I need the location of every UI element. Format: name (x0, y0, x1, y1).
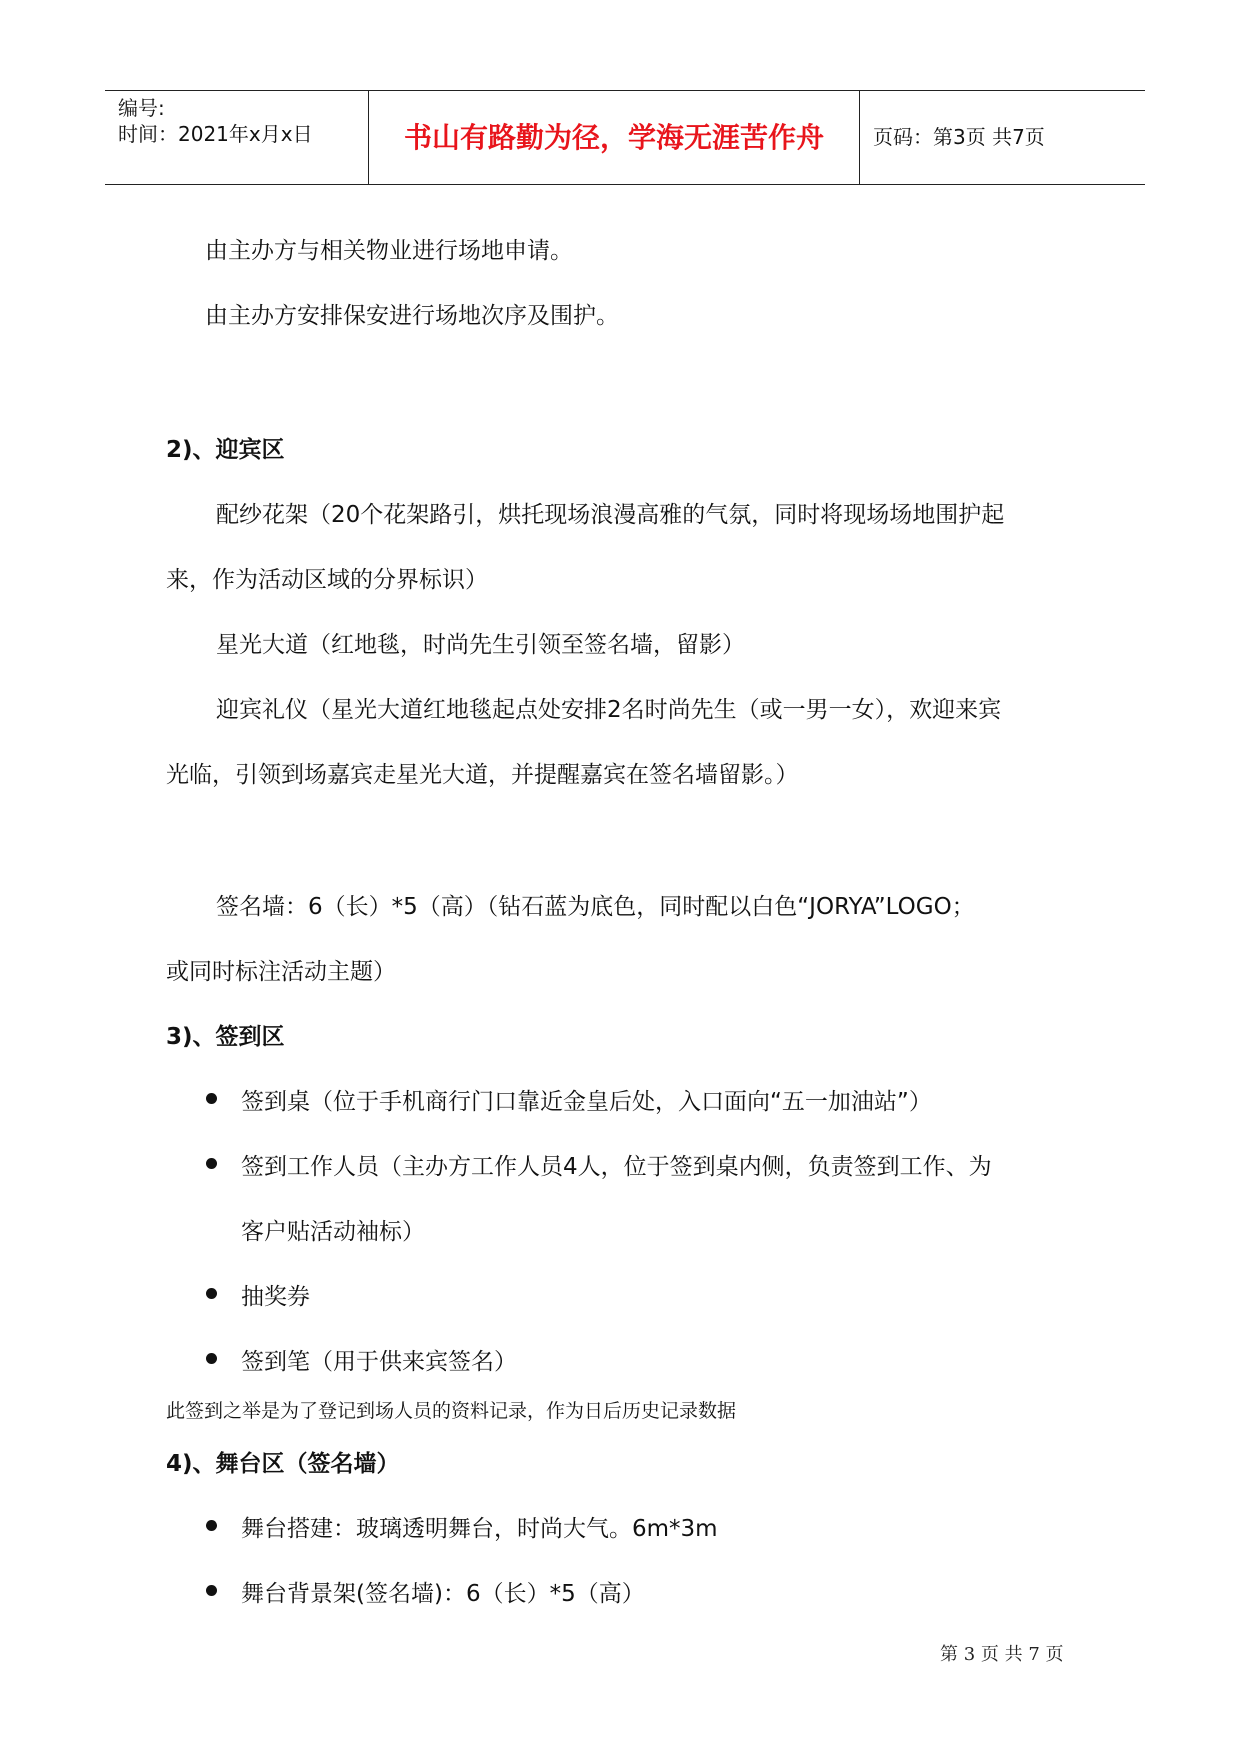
list-item-signing-pen: 签到笔（用于供来宾签名） (241, 1349, 517, 1375)
bullet-icon (206, 1520, 217, 1531)
paragraph-welcome-etiquette-cont: 光临，引领到场嘉宾走星光大道，并提醒嘉宾在签名墙留影。） (166, 762, 799, 788)
paragraph-flower-stand: 配纱花架（20个花架路引，烘托现场浪漫高雅的气氛，同时将现场场地围护起 (216, 502, 1005, 528)
paragraph-star-avenue: 星光大道（红地毯，时尚先生引领至签名墙，留影） (216, 632, 745, 658)
bullet-icon (206, 1158, 217, 1169)
bullet-icon (206, 1093, 217, 1104)
paragraph-signature-wall: 签名墙：6（长）*5（高）（钻石蓝为底色，同时配以白色“JORYA”LOGO； (216, 894, 975, 920)
header-divider (368, 91, 369, 184)
page-header (105, 90, 1145, 185)
paragraph-signature-wall-cont: 或同时标注活动主题） (166, 959, 396, 985)
list-item-stage-backdrop: 舞台背景架(签名墙)：6（长）*5（高） (241, 1581, 645, 1607)
paragraph-flower-stand-cont: 来，作为活动区域的分界标识） (166, 567, 488, 593)
list-item-checkin-staff-cont: 客户贴活动袖标） (241, 1219, 425, 1245)
paragraph-welcome-etiquette: 迎宾礼仪（星光大道红地毯起点处安排2名时尚先生（或一男一女），欢迎来宾 (216, 697, 1002, 723)
bullet-icon (206, 1585, 217, 1596)
list-item-lottery-ticket: 抽奖券 (241, 1284, 310, 1310)
header-divider (859, 91, 860, 184)
header-page-info: 页码：第3页 共7页 (873, 125, 1045, 149)
section-heading-welcome: 2)、迎宾区 (166, 437, 285, 463)
paragraph-venue-application: 由主办方与相关物业进行场地申请。 (205, 238, 573, 264)
section-heading-stage: 4)、舞台区（签名墙） (166, 1451, 400, 1477)
list-item-stage-construction: 舞台搭建：玻璃透明舞台，时尚大气。6m*3m (241, 1516, 718, 1542)
bullet-icon (206, 1288, 217, 1299)
list-item-checkin-staff: 签到工作人员（主办方工作人员4人，位于签到桌内侧，负责签到工作、为 (241, 1154, 992, 1180)
list-item-checkin-desk: 签到桌（位于手机商行门口靠近金皇后处，入口面向“五一加油站”） (241, 1089, 932, 1115)
section-heading-checkin: 3)、签到区 (166, 1024, 285, 1050)
header-motto: 书山有路勤为径，学海无涯苦作舟 (403, 121, 824, 154)
bullet-icon (206, 1353, 217, 1364)
document-number-label: 编号: (118, 96, 165, 120)
header-meta (118, 91, 368, 184)
page-footer: 第 3 页 共 7 页 (940, 1644, 1064, 1665)
document-time-label: 时间：2021年x月x日 (118, 122, 313, 146)
paragraph-venue-security: 由主办方安排保安进行场地次序及围护。 (205, 303, 619, 329)
checkin-note: 此签到之举是为了登记到场人员的资料记录，作为日后历史记录数据 (166, 1400, 737, 1422)
